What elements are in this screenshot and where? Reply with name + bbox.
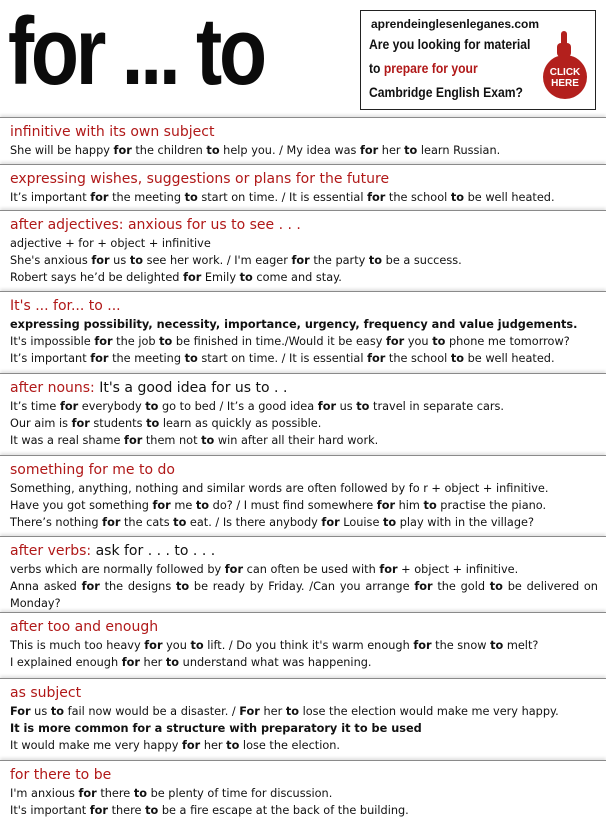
highlight-word: to [432, 335, 446, 349]
section-heading [10, 460, 598, 480]
example-line: It was a real shame for them not to win after all their hard work. [10, 434, 379, 448]
highlight-word: for [321, 516, 340, 530]
section-heading [10, 215, 598, 235]
highlight-word: for [124, 434, 143, 448]
example-line: She will be happy for the children to help you. / My idea was for her to learn Russian. [10, 144, 501, 157]
highlight-word: to [201, 434, 215, 448]
highlight-word: For [10, 705, 31, 718]
highlight-word: for [78, 787, 97, 800]
example-line: This is much too heavy for you to lift. / Do you think it's warm enough for the snow to melt? [10, 639, 539, 652]
highlight-word: to [133, 787, 147, 800]
section-heading-text: infinitive with its own subject [10, 124, 215, 140]
highlight-word: for [224, 563, 244, 576]
highlight-word: to [184, 352, 198, 366]
highlight-word: to [173, 516, 187, 530]
highlight-word: for [102, 516, 121, 530]
highlight-word: to [356, 400, 370, 413]
ad-line-2 [369, 61, 478, 76]
example-line: adjective + for + object + infinitive [10, 237, 211, 250]
ad-site-name: aprendeinglesenleganes.com [371, 17, 540, 31]
highlight-word: to [176, 580, 190, 594]
highlight-word: for [71, 417, 90, 431]
example-line: expressing possibility, necessity, importance, urgency, frequency and value judgements. [10, 318, 578, 331]
example-line: It's important for there to be a fire escape at the back of the building. [10, 804, 409, 818]
section-4 [0, 291, 606, 373]
section-heading-text: after adjectives: anxious for us to see . . . [10, 217, 301, 233]
highlight-word: for [59, 400, 79, 413]
section-heading [10, 296, 598, 316]
section-heading-text: after nouns: [10, 380, 95, 396]
highlight-word: for [359, 144, 379, 157]
highlight-word: to [165, 656, 180, 670]
highlight-word: to [145, 804, 159, 818]
highlight-word: to [368, 254, 383, 268]
highlight-word: for [91, 254, 110, 268]
highlight-word: to [146, 417, 160, 431]
cambridge-exam-ad-banner[interactable] [360, 10, 596, 110]
highlight-word: For [239, 705, 260, 718]
highlight-word: to [50, 705, 64, 718]
highlight-word: for [94, 335, 113, 349]
ad-line-1: Are you looking for material [369, 37, 531, 52]
section-heading [10, 378, 598, 398]
ad-line-2-prefix: to [369, 61, 384, 76]
highlight-word: to [382, 516, 397, 530]
ad-line-2-highlight: prepare for your [383, 61, 478, 76]
section-heading [10, 765, 598, 785]
highlight-word: to [184, 191, 198, 204]
highlight-word: to [450, 352, 465, 366]
highlight-word: to [159, 335, 173, 349]
page-title: for ... to [8, 0, 264, 105]
section-2 [0, 164, 606, 210]
section-heading [10, 169, 598, 189]
section-heading-text: something for me to do [10, 462, 175, 478]
click-here-button[interactable]: CLICK HERE [543, 55, 587, 99]
highlight-word: for [367, 352, 386, 366]
header [0, 0, 606, 116]
highlight-word: for [376, 499, 396, 513]
ad-line-3: Cambridge English Exam? [369, 85, 523, 100]
highlight-word: to [450, 191, 465, 204]
example-line: It's impossible for the job to be finished in time./Would it be easy for you to phone me tomorrow? [10, 335, 570, 349]
section-heading [10, 541, 598, 561]
section-heading-text: after verbs: [10, 543, 92, 559]
highlight-word: for [291, 254, 310, 268]
example-line: I explained enough for her to understand what was happening. [10, 656, 372, 670]
example-line: There’s nothing for the cats to eat. / Is there anybody for Louise to play with in the village? [10, 516, 534, 530]
highlight-word: for [183, 271, 202, 285]
section-5 [0, 373, 606, 455]
highlight-word: for [367, 191, 386, 204]
section-10 [0, 760, 606, 824]
highlight-word: for [181, 739, 201, 753]
highlight-word: to [226, 739, 240, 753]
highlight-word: to [239, 271, 253, 285]
example-line: For us to fail now would be a disaster. / For her to lose the election would make me very happy. [10, 705, 559, 718]
highlight-word: for [152, 499, 171, 513]
highlight-word: for [414, 580, 433, 594]
section-heading-text: It's ... for... to ... [10, 298, 121, 314]
highlight-word: for [113, 144, 132, 157]
example-line: verbs which are normally followed by for can often be used with for + object + infinitive. [10, 563, 519, 576]
highlight-word: for [379, 563, 398, 576]
example-line: Something, anything, nothing and similar words are often followed by fo r + object + infinitive. [10, 482, 549, 495]
highlight-word: to [404, 144, 418, 157]
section-8 [0, 612, 606, 678]
highlight-word: to [206, 144, 220, 157]
section-heading [10, 122, 598, 142]
section-3 [0, 210, 606, 291]
example-line: It would make me very happy for her to lose the election. [10, 739, 341, 753]
section-heading-text: for there to be [10, 767, 112, 783]
example-line: She's anxious for us to see her work. / I'm eager for the party to be a success. [10, 254, 462, 268]
section-heading [10, 617, 598, 637]
highlight-word: to [129, 254, 143, 268]
section-heading-text: as subject [10, 685, 82, 701]
highlight-word: to [285, 705, 299, 718]
highlight-word: for [144, 639, 163, 652]
highlight-word: for [89, 804, 108, 818]
example-line: Robert says he’d be delighted for Emily to come and stay. [10, 271, 342, 285]
highlight-word: for [90, 191, 109, 204]
example-line: It’s important for the meeting to start on time. / It is essential for the school to be well heated. [10, 191, 555, 204]
example-line: It’s time for everybody to go to bed / It’s a good idea for us to travel in separate cars. [10, 400, 505, 413]
highlight-word: for [81, 580, 100, 594]
example-line: Anna asked for the designs to be ready by Friday. /Can you arrange for the gold to be delivered on Monday? [10, 580, 598, 611]
highlight-word: for [90, 352, 109, 366]
highlight-word: to [490, 639, 504, 652]
highlight-word: to [489, 580, 503, 594]
example-line: It is more common for a structure with preparatory it to be used [10, 722, 422, 736]
example-line: It’s important for the meeting to start on time. / It is essential for the school to be well heated. [10, 352, 555, 366]
highlight-word: for [385, 335, 405, 349]
section-heading-text: after too and enough [10, 619, 159, 635]
section-9 [0, 678, 606, 760]
example-line: Our aim is for students to learn as quickly as possible. [10, 417, 322, 431]
highlight-word: to [195, 499, 210, 513]
section-heading-example: It's a good idea for us to . . [94, 380, 288, 396]
highlight-word: to [145, 400, 159, 413]
highlight-word: for [121, 656, 140, 670]
section-heading [10, 683, 598, 703]
highlight-word: for [317, 400, 337, 413]
section-7 [0, 536, 606, 612]
highlight-word: to [423, 499, 437, 513]
section-6 [0, 455, 606, 536]
section-heading-text: expressing wishes, suggestions or plans for the future [10, 171, 390, 187]
example-line: Have you got something for me to do? / I must find somewhere for him to practise the piano. [10, 499, 547, 513]
highlight-word: for [413, 639, 432, 652]
section-1 [0, 117, 606, 164]
section-heading-example: ask for . . . to . . . [91, 543, 216, 559]
example-line: I'm anxious for there to be plenty of time for discussion. [10, 787, 333, 800]
highlight-word: to [190, 639, 204, 652]
